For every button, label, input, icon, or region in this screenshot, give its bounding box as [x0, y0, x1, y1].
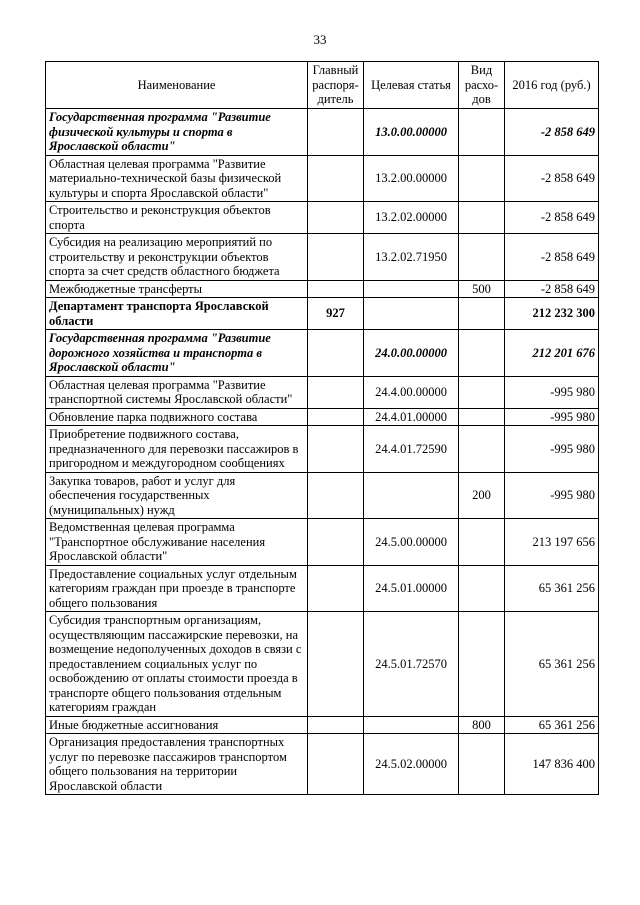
cell-expense	[459, 408, 505, 426]
cell-admin	[308, 280, 364, 298]
cell-name: Строительство и реконструкция объектов спорта	[46, 202, 308, 234]
table-row	[46, 298, 599, 330]
table-row	[46, 376, 599, 408]
cell-amount: -2 858 649	[505, 234, 599, 281]
cell-target: 13.2.02.71950	[364, 234, 459, 281]
cell-name: Межбюджетные трансферты	[46, 280, 308, 298]
cell-name: Иные бюджетные ассигнования	[46, 716, 308, 734]
cell-target: 13.0.00.00000	[364, 109, 459, 156]
cell-amount: 212 232 300	[505, 298, 599, 330]
cell-amount: -995 980	[505, 426, 599, 473]
cell-target: 24.4.01.72590	[364, 426, 459, 473]
cell-amount: -2 858 649	[505, 155, 599, 202]
cell-admin	[308, 716, 364, 734]
table-row	[46, 734, 599, 795]
table-row	[46, 472, 599, 519]
cell-expense	[459, 298, 505, 330]
cell-amount: -2 858 649	[505, 202, 599, 234]
table-row	[46, 612, 599, 717]
cell-target	[364, 716, 459, 734]
column-header-target: Целевая статья	[364, 62, 459, 109]
cell-admin	[308, 376, 364, 408]
cell-target	[364, 298, 459, 330]
cell-amount: 65 361 256	[505, 612, 599, 717]
budget-table	[45, 61, 599, 795]
cell-admin	[308, 155, 364, 202]
cell-name: Областная целевая программа "Развитие транспортной системы Ярославской области"	[46, 376, 308, 408]
cell-name: Обновление парка подвижного состава	[46, 408, 308, 426]
cell-amount: -995 980	[505, 408, 599, 426]
column-header-name: Наименование	[46, 62, 308, 109]
column-header-expense: Вид расхо-дов	[459, 62, 505, 109]
cell-admin: 927	[308, 298, 364, 330]
table-row	[46, 565, 599, 612]
cell-target: 24.4.00.00000	[364, 376, 459, 408]
cell-name: Субсидия на реализацию мероприятий по строительству и реконструкции объектов спорта за счет средств областного бюджета	[46, 234, 308, 281]
cell-amount: 213 197 656	[505, 519, 599, 566]
cell-target: 13.2.00.00000	[364, 155, 459, 202]
cell-expense	[459, 612, 505, 717]
cell-amount: 65 361 256	[505, 565, 599, 612]
cell-admin	[308, 472, 364, 519]
table-row	[46, 155, 599, 202]
cell-expense	[459, 155, 505, 202]
cell-target	[364, 280, 459, 298]
table-row	[46, 234, 599, 281]
cell-amount: 65 361 256	[505, 716, 599, 734]
cell-amount: -2 858 649	[505, 280, 599, 298]
cell-target: 24.0.00.00000	[364, 330, 459, 377]
cell-admin	[308, 202, 364, 234]
table-row	[46, 280, 599, 298]
cell-target	[364, 472, 459, 519]
cell-name: Департамент транспорта Ярославской области	[46, 298, 308, 330]
cell-expense	[459, 734, 505, 795]
cell-target: 24.5.01.00000	[364, 565, 459, 612]
cell-admin	[308, 234, 364, 281]
cell-name: Предоставление социальных услуг отдельным категориям граждан при проезде в транспорте общего пользования	[46, 565, 308, 612]
table-row	[46, 716, 599, 734]
cell-name: Государственная программа "Развитие физической культуры и спорта в Ярославской области"	[46, 109, 308, 156]
cell-amount: 212 201 676	[505, 330, 599, 377]
cell-expense	[459, 376, 505, 408]
cell-expense: 500	[459, 280, 505, 298]
cell-target: 24.5.00.00000	[364, 519, 459, 566]
cell-expense	[459, 330, 505, 377]
cell-amount: -995 980	[505, 376, 599, 408]
table-row	[46, 519, 599, 566]
cell-admin	[308, 565, 364, 612]
cell-expense	[459, 519, 505, 566]
column-header-amount: 2016 год (руб.)	[505, 62, 599, 109]
cell-name: Государственная программа "Развитие дорожного хозяйства и транспорта в Ярославской области"	[46, 330, 308, 377]
cell-target: 24.5.01.72570	[364, 612, 459, 717]
cell-expense	[459, 202, 505, 234]
table-row	[46, 202, 599, 234]
cell-admin	[308, 109, 364, 156]
table-row	[46, 408, 599, 426]
table-header-row	[46, 62, 599, 109]
cell-expense	[459, 109, 505, 156]
cell-expense: 200	[459, 472, 505, 519]
cell-name: Закупка товаров, работ и услуг для обеспечения государственных (муниципальных) нужд	[46, 472, 308, 519]
table-row	[46, 426, 599, 473]
cell-admin	[308, 408, 364, 426]
table-row	[46, 109, 599, 156]
table-row	[46, 330, 599, 377]
cell-name: Приобретение подвижного состава, предназначенного для перевозки пассажиров в пригородном и междугородном сообщениях	[46, 426, 308, 473]
cell-admin	[308, 519, 364, 566]
cell-name: Субсидия транспортным организациям, осуществляющим пассажирские перевозки, на возмещение недополученных доходов в связи с предоставлением социальных услуг по освобождению от оплаты стоимости проезда в транспорте общего пользования отдельным категориям граждан	[46, 612, 308, 717]
cell-expense	[459, 565, 505, 612]
cell-admin	[308, 612, 364, 717]
cell-target: 13.2.02.00000	[364, 202, 459, 234]
cell-admin	[308, 330, 364, 377]
column-header-admin: Главный распоря-дитель	[308, 62, 364, 109]
cell-expense	[459, 426, 505, 473]
cell-amount: -995 980	[505, 472, 599, 519]
cell-amount: 147 836 400	[505, 734, 599, 795]
cell-name: Областная целевая программа "Развитие материально-технической базы физической культуры и спорта Ярославской области"	[46, 155, 308, 202]
cell-target: 24.4.01.00000	[364, 408, 459, 426]
cell-admin	[308, 426, 364, 473]
cell-name: Ведомственная целевая программа "Транспортное обслуживание населения Ярославской области"	[46, 519, 308, 566]
cell-expense: 800	[459, 716, 505, 734]
cell-expense	[459, 234, 505, 281]
cell-name: Организация предоставления транспортных услуг по перевозке пассажиров транспортом общего пользования на территории Ярославской области	[46, 734, 308, 795]
cell-admin	[308, 734, 364, 795]
page-number: 33	[313, 32, 327, 47]
cell-amount: -2 858 649	[505, 109, 599, 156]
cell-target: 24.5.02.00000	[364, 734, 459, 795]
